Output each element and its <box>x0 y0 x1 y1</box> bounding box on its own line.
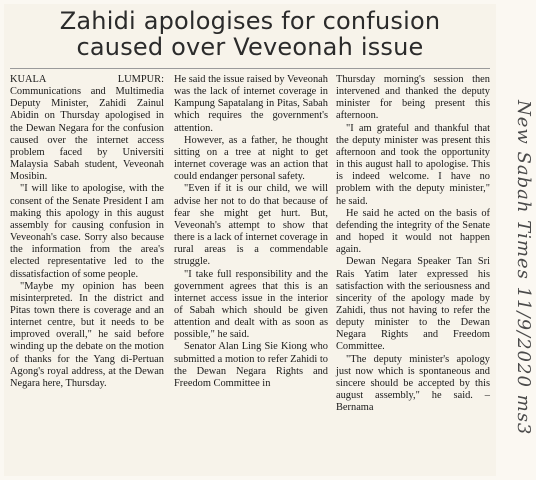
article-column-3 <box>336 74 490 414</box>
headline-line-1: Zahidi apologises for confusion <box>59 7 441 35</box>
paragraph: KUALA LUMPUR: Communications and Multimedia Deputy Minister, Zahidi Zainul Abidin on Thursday apologised in the Dewan Negara for the confusion caused over the internet access problem faced by Universiti Malaysia Sabah student, Veveonah Mosibin. <box>10 74 164 183</box>
paragraph: He said the issue raised by Veveonah was the lack of internet coverage in Kampung Sapatalang in Pitas, Sabah which requires the government's attention. <box>174 74 328 134</box>
paragraph: "The deputy minister's apology just now which is spontaneous and sincere should be accepted by this august assembly," he said. –Bernama <box>336 353 490 414</box>
headline-line-2: caused over Veveonah issue <box>76 33 424 61</box>
paragraph: Thursday morning's session then intervened and thanked the deputy minister for being present this afternoon. <box>336 74 490 122</box>
paragraph: "I take full responsibility and the government agrees that this is an internet access issue in the interior of Sabah which should be given attention and dealt with as soon as possible," he said. <box>174 268 328 341</box>
paragraph: "I will like to apologise, with the consent of the Senate President I am making this apology in this august assembly for causing confusion in Veveonah's case. Sorry also because the information from the area's elected representative led to the dissatisfaction of some people. <box>10 183 164 280</box>
headline-divider <box>10 68 490 69</box>
newspaper-clipping <box>4 4 496 476</box>
article-column-1 <box>10 74 164 390</box>
paragraph: "Even if it is our child, we will advise her not to do that because of fear she might get hurt. But, Veveonah's attempt to show that there is a lack of internet coverage in rural areas is a commendable struggle. <box>174 183 328 268</box>
paragraph: "Maybe my opinion has been misinterpreted. In the district and Pitas town there is coverage and an internet centre, but it needs to be improved overall," he said before winding up the debate on the motion of thanks for the Yang di-Pertuan Agong's royal address, at the Dewan Negara here, Thursday. <box>10 280 164 389</box>
paragraph: However, as a father, he thought sitting on a tree at night to get internet coverage was an action that could endanger personal safety. <box>174 134 328 183</box>
paragraph: "I am grateful and thankful that the deputy minister was present this afternoon and took the opportunity in this august hall to apologise. This is indeed welcome. I have no problem with the deputy minister," he said. <box>336 122 490 207</box>
handwritten-note-text: New Sabah Times 11/9/2020 ms3 <box>513 100 534 436</box>
article-column-2 <box>174 74 328 390</box>
headline <box>4 8 496 60</box>
paragraph: He said he acted on the basis of defending the integrity of the Senate and hoped it would not happen again. <box>336 207 490 256</box>
paragraph: Dewan Negara Speaker Tan Sri Rais Yatim later expressed his satisfaction with the seriousness and sincerity of the apology made by Zahidi, thus not having to refer the deputy minister to the Dewan Negara Rights and Freedom Committee. <box>336 256 490 353</box>
paragraph: Senator Alan Ling Sie Kiong who submitted a motion to refer Zahidi to the Dewan Negara Rights and Freedom Committee in <box>174 341 328 389</box>
handwritten-source-note <box>500 100 536 436</box>
